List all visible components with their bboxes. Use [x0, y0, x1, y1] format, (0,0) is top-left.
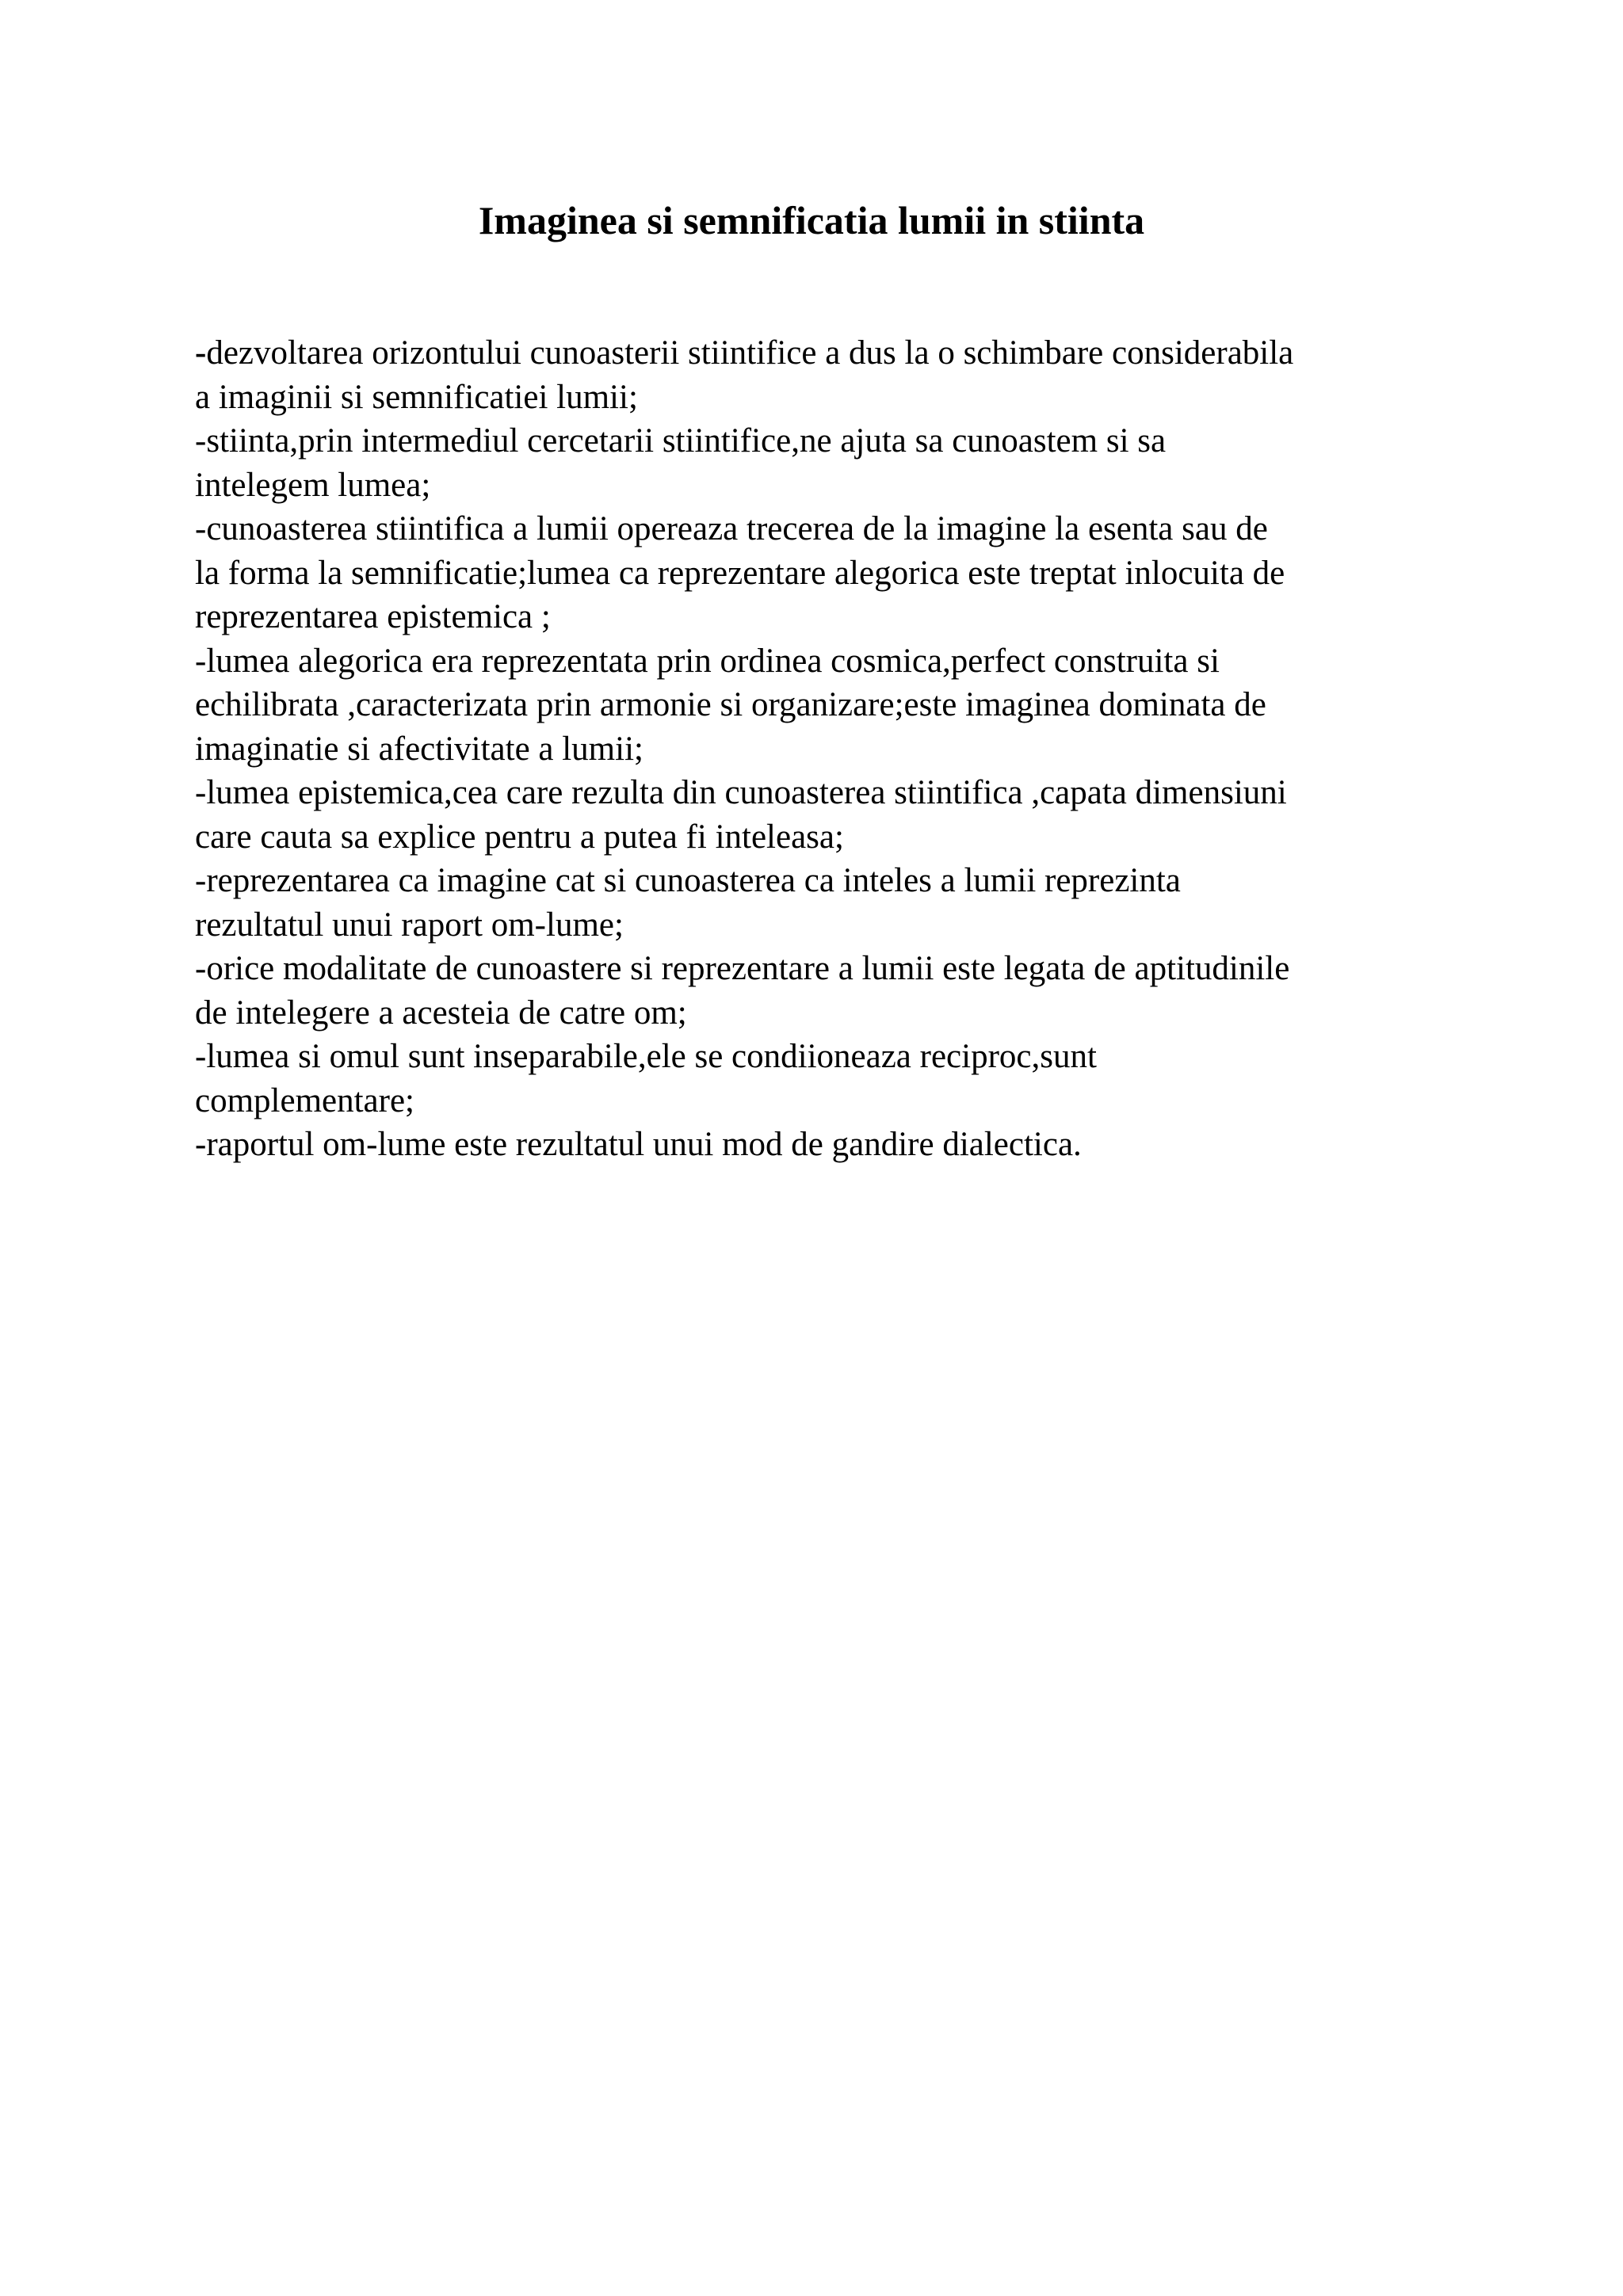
body-line-14: rezultatul unui raport om-lume;: [195, 906, 624, 944]
document-title: Imaginea si semnificatia lumii in stiinta: [478, 198, 1145, 242]
body-line-16: de intelegere a acesteia de catre om;: [195, 994, 687, 1032]
body-line-1: [195, 331, 1447, 376]
first-line-dash: -: [195, 334, 207, 372]
body-line-12: care cauta sa explice pentru a putea fi inteleasa;: [195, 818, 844, 856]
body-line-9: echilibrata ,caracterizata prin armonie si organizare;este imaginea dominata de: [195, 686, 1266, 723]
body-line-2: a imaginii si semnificatiei lumii;: [195, 378, 638, 416]
body-line-17: -lumea si omul sunt inseparabile,ele se condiioneaza reciproc,sunt: [195, 1038, 1097, 1075]
body-line-10: imaginatie si afectivitate a lumii;: [195, 730, 643, 768]
body-line-4: intelegem lumea;: [195, 466, 431, 504]
body-line-8: -lumea alegorica era reprezentata prin ordinea cosmica,perfect construita si: [195, 642, 1220, 680]
body-line-5: -cunoasterea stiintifica a lumii opereaza trecerea de la imagine la esenta sau de: [195, 510, 1268, 547]
body-line-1-text: dezvoltarea orizontului cunoasterii stiintifice a dus la o schimbare considerabila: [206, 334, 1294, 372]
body-line-7: reprezentarea epistemica ;: [195, 598, 551, 635]
body-line-6: la forma la semnificatie;lumea ca reprezentare alegorica este treptat inlocuita de: [195, 554, 1285, 592]
document-body: [195, 331, 1447, 1167]
body-line-15: -orice modalitate de cunoastere si reprezentare a lumii este legata de aptitudinile: [195, 950, 1290, 987]
body-line-11: -lumea epistemica,cea care rezulta din cunoasterea stiintifica ,capata dimensiuni: [195, 774, 1287, 811]
body-line-19: -raportul om-lume este rezultatul unui mod de gandire dialectica.: [195, 1126, 1082, 1163]
body-line-13: -reprezentarea ca imagine cat si cunoasterea ca inteles a lumii reprezinta: [195, 862, 1181, 899]
body-line-18: complementare;: [195, 1081, 414, 1119]
body-line-3: -stiinta,prin intermediul cercetarii stiintifice,ne ajuta sa cunoastem si sa: [195, 422, 1167, 460]
